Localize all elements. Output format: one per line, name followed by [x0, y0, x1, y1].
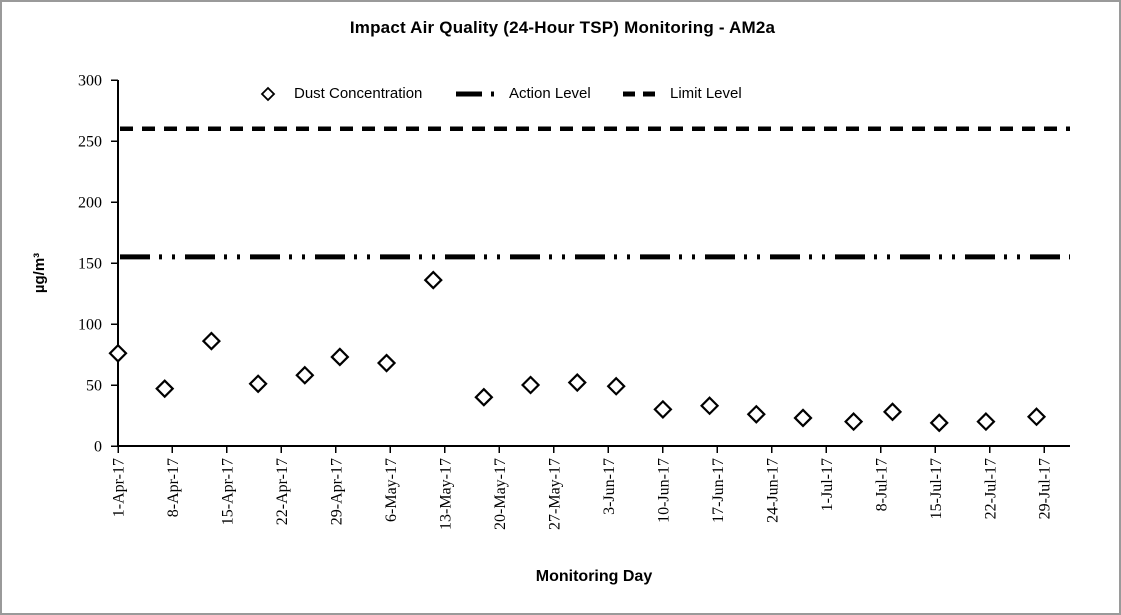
y-tick-label: 50	[86, 377, 102, 395]
y-axis-title: µg/m³	[31, 252, 48, 294]
data-point-marker	[203, 333, 219, 349]
y-tick-label: 0	[94, 438, 102, 456]
data-point-marker	[476, 389, 492, 405]
x-tick-label: 15-Apr-17	[219, 458, 237, 526]
x-tick-label: 17-Jun-17	[709, 458, 727, 523]
x-tick-label: 8-Jul-17	[873, 458, 891, 512]
x-tick-label: 10-Jun-17	[655, 458, 673, 523]
legend-label-action-level: Action Level	[509, 85, 591, 102]
x-tick-label: 29-Apr-17	[328, 458, 346, 526]
x-tick-label: 1-Apr-17	[110, 458, 128, 518]
data-point-marker	[332, 349, 348, 365]
data-point-marker	[379, 355, 395, 371]
data-point-marker	[748, 406, 764, 422]
x-tick-label: 13-May-17	[437, 458, 455, 530]
y-tick-label: 300	[78, 72, 102, 90]
x-tick-label: 29-Jul-17	[1036, 458, 1054, 520]
data-point-marker	[523, 377, 539, 393]
data-point-marker	[608, 378, 624, 394]
legend-label-dust-concentration: Dust Concentration	[294, 85, 423, 102]
data-point-marker	[250, 376, 266, 392]
x-tick-label: 6-May-17	[382, 458, 400, 522]
data-point-marker	[157, 381, 173, 397]
y-tick-label: 100	[78, 316, 102, 334]
x-tick-label: 15-Jul-17	[927, 458, 945, 520]
data-point-marker	[110, 345, 126, 361]
x-tick-label: 20-May-17	[491, 458, 509, 530]
x-tick-label: 24-Jun-17	[764, 458, 782, 523]
data-point-marker	[978, 414, 994, 430]
data-point-marker	[702, 398, 718, 414]
data-point-marker	[931, 415, 947, 431]
data-point-marker	[795, 410, 811, 426]
legend-label-limit-level: Limit Level	[670, 85, 742, 102]
data-point-marker	[885, 404, 901, 420]
x-tick-label: 27-May-17	[546, 458, 564, 530]
x-axis-title: Monitoring Day	[535, 568, 653, 585]
plot-area	[2, 2, 1121, 615]
y-tick-label: 250	[78, 133, 102, 151]
x-tick-label: 22-Jul-17	[982, 458, 1000, 520]
x-tick-label: 8-Apr-17	[164, 458, 182, 518]
x-tick-label: 22-Apr-17	[273, 458, 291, 526]
data-point-marker	[1029, 409, 1045, 425]
x-tick-label: 1-Jul-17	[818, 458, 836, 512]
x-tick-label: 3-Jun-17	[600, 458, 618, 515]
data-point-marker	[297, 367, 313, 383]
data-point-marker	[425, 272, 441, 288]
data-point-marker	[569, 375, 585, 391]
y-tick-label: 150	[78, 255, 102, 273]
chart-title: Impact Air Quality (24-Hour TSP) Monitoring - AM2a	[349, 18, 776, 37]
data-point-marker	[655, 401, 671, 417]
data-point-marker	[846, 414, 862, 430]
y-tick-label: 200	[78, 194, 102, 212]
